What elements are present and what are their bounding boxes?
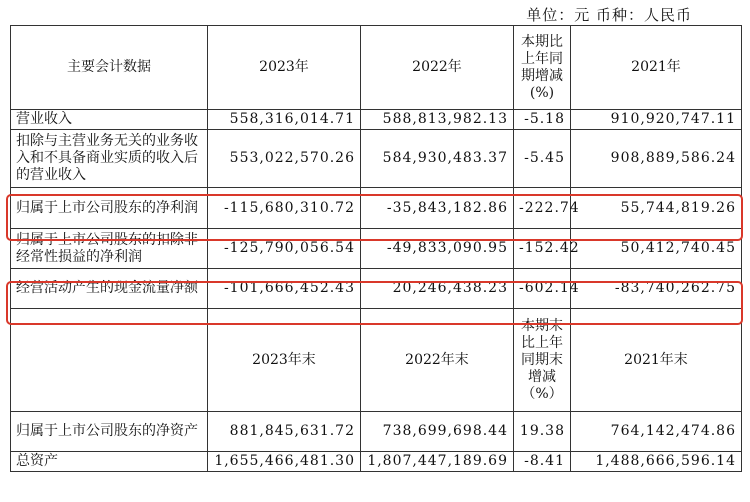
value-change-pct: -602.14 <box>514 269 571 309</box>
value-change-pct: -222.74 <box>514 188 571 229</box>
header-cell-item: 主要会计数据 <box>11 26 208 110</box>
header-cell-2023: 2023年 <box>208 26 361 110</box>
value-2022-end: 1,807,447,189.69 <box>361 452 514 472</box>
header-cell-change-pct: 本期比上年同期增减(%) <box>514 26 571 110</box>
row-label: 营业收入 <box>11 110 208 130</box>
table-row <box>11 452 742 472</box>
value-2023: 553,022,570.26 <box>208 130 361 188</box>
value-2022-end: 738,699,698.44 <box>361 412 514 452</box>
value-2022: 588,813,982.13 <box>361 110 514 130</box>
table-header-row-period-end <box>11 309 742 412</box>
table-row <box>11 269 742 309</box>
table-row <box>11 110 742 130</box>
table-row <box>11 130 742 188</box>
table-row <box>11 188 742 229</box>
header-cell-2023-end: 2023年末 <box>208 309 361 412</box>
header-cell-2022: 2022年 <box>361 26 514 110</box>
value-2021-end: 764,142,474.86 <box>571 412 742 452</box>
value-2023-end: 881,845,631.72 <box>208 412 361 452</box>
value-2022: 584,930,483.37 <box>361 130 514 188</box>
value-2023: -125,790,056.54 <box>208 229 361 269</box>
value-2023: 558,316,014.71 <box>208 110 361 130</box>
row-label: 归属于上市公司股东的净利润 <box>11 188 208 229</box>
value-change-pct: -5.18 <box>514 110 571 130</box>
header-cell-2021: 2021年 <box>571 26 742 110</box>
value-2021-end: 1,488,666,596.14 <box>571 452 742 472</box>
row-label: 经营活动产生的现金流量净额 <box>11 269 208 309</box>
value-2023-end: 1,655,466,481.30 <box>208 452 361 472</box>
value-change-pct-end: 19.38 <box>514 412 571 452</box>
table-header-row <box>11 26 742 110</box>
table-row <box>11 229 742 269</box>
header-cell-empty <box>11 309 208 412</box>
row-label: 归属于上市公司股东的净资产 <box>11 412 208 452</box>
value-2022: 20,246,438.23 <box>361 269 514 309</box>
unit-currency-label: 单位：元 币种：人民币 <box>526 6 692 24</box>
value-2021: 910,920,747.11 <box>571 110 742 130</box>
value-change-pct-end: -8.41 <box>514 452 571 472</box>
value-change-pct: -152.42 <box>514 229 571 269</box>
value-2022: -35,843,182.86 <box>361 188 514 229</box>
value-2021: 50,412,740.45 <box>571 229 742 269</box>
value-2023: -101,666,452.43 <box>208 269 361 309</box>
value-2021: 55,744,819.26 <box>571 188 742 229</box>
value-2021: 908,889,586.24 <box>571 130 742 188</box>
header-cell-2021-end: 2021年末 <box>571 309 742 412</box>
value-2023: -115,680,310.72 <box>208 188 361 229</box>
row-label: 扣除与主营业务无关的业务收入和不具备商业实质的收入后的营业收入 <box>11 130 208 188</box>
key-accounting-data-table <box>10 25 742 472</box>
value-2021: -83,740,262.75 <box>571 269 742 309</box>
table-row <box>11 412 742 452</box>
value-change-pct: -5.45 <box>514 130 571 188</box>
value-2022: -49,833,090.95 <box>361 229 514 269</box>
row-label: 总资产 <box>11 452 208 472</box>
row-label: 归属于上市公司股东的扣除非经常性损益的净利润 <box>11 229 208 269</box>
header-cell-2022-end: 2022年末 <box>361 309 514 412</box>
header-cell-change-pct-end: 本期末比上年同期末增减（%） <box>514 309 571 412</box>
